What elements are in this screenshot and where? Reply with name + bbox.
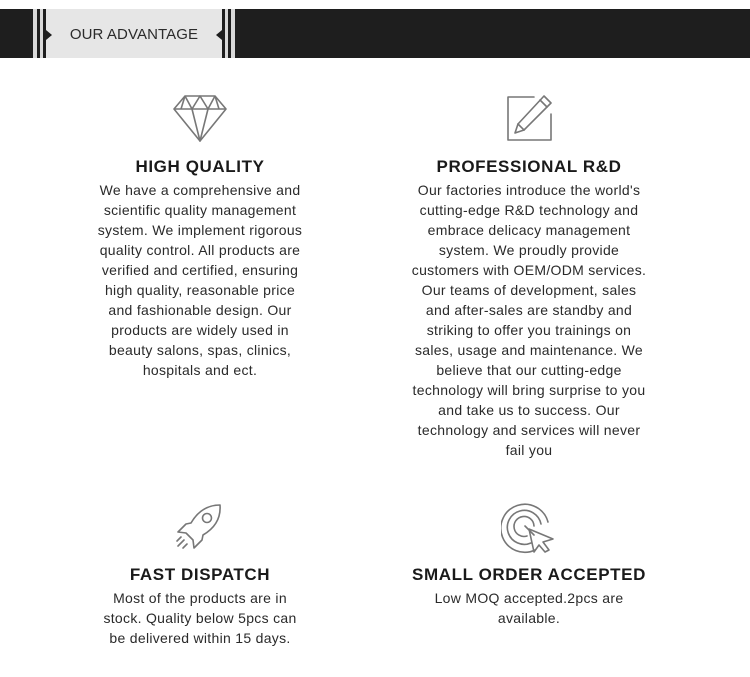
desc-line: and fashionable design. Our [108, 302, 292, 318]
desc-line: believe that our cutting-edge [436, 362, 622, 378]
tab-stripe-left [33, 9, 37, 58]
target-cursor-icon [501, 502, 557, 554]
desc-line: and take us to success. Our [438, 402, 620, 418]
feature-title: HIGH QUALITY [135, 157, 265, 176]
desc-line: Our factories introduce the world's [417, 182, 641, 198]
desc-line: technology and services will never [417, 422, 641, 438]
diamond-icon [172, 94, 228, 144]
desc-line: system. We implement rigorous [97, 222, 303, 238]
desc-line: We have a comprehensive and [99, 182, 301, 198]
desc-line: high quality, reasonable price [104, 282, 296, 298]
tab-stripe-left-inner [40, 9, 43, 58]
desc-line: embrace delicacy management [427, 222, 631, 238]
desc-line: stock. Quality below 5pcs can [103, 610, 297, 626]
desc-line: cutting-edge R&D technology and [419, 202, 639, 218]
desc-line: products are widely used in [111, 322, 289, 338]
desc-line: fail you [505, 442, 553, 458]
desc-line: Low MOQ accepted.2pcs are [434, 590, 624, 606]
desc-line: beauty salons, spas, clinics, [108, 342, 292, 358]
section-header-bar [0, 9, 750, 58]
feature-description [398, 588, 660, 628]
feature-description [90, 588, 310, 648]
feature-description [90, 180, 310, 380]
desc-line: Our teams of development, sales [421, 282, 637, 298]
desc-line: quality control. All products are [99, 242, 301, 258]
rocket-icon [174, 502, 226, 552]
desc-line: and after-sales are standby and [425, 302, 633, 318]
tab-arrow-left-icon [46, 30, 52, 40]
tab-stripe-right [231, 9, 235, 58]
tab-stripe-right-inner [225, 9, 228, 58]
feature-fast-dispatch [90, 502, 310, 648]
tab-arrow-right-icon [216, 30, 222, 40]
feature-high-quality [90, 94, 310, 380]
desc-line: technology will bring surprise to you [412, 382, 646, 398]
feature-title: PROFESSIONAL R&D [436, 157, 622, 176]
feature-description [398, 180, 660, 460]
feature-professional-rd [398, 94, 660, 460]
desc-line: scientific quality management [103, 202, 297, 218]
desc-line: hospitals and ect. [142, 362, 258, 378]
section-tab [46, 9, 222, 58]
pencil-edit-icon [504, 94, 554, 144]
desc-line: sales, usage and maintenance. We [414, 342, 644, 358]
desc-line: striking to offer you trainings on [426, 322, 632, 338]
desc-line: customers with OEM/ODM services. [411, 262, 647, 278]
feature-small-order-accepted [398, 502, 660, 628]
feature-title: FAST DISPATCH [129, 565, 271, 584]
desc-line: be delivered within 15 days. [109, 630, 291, 646]
desc-line: verified and certified, ensuring [101, 262, 299, 278]
section-tab-label: OUR ADVANTAGE [69, 26, 199, 43]
desc-line: available. [497, 610, 561, 626]
desc-line: Most of the products are in [113, 590, 287, 606]
desc-line: system. We proudly provide [438, 242, 620, 258]
feature-title: SMALL ORDER ACCEPTED [412, 565, 646, 584]
